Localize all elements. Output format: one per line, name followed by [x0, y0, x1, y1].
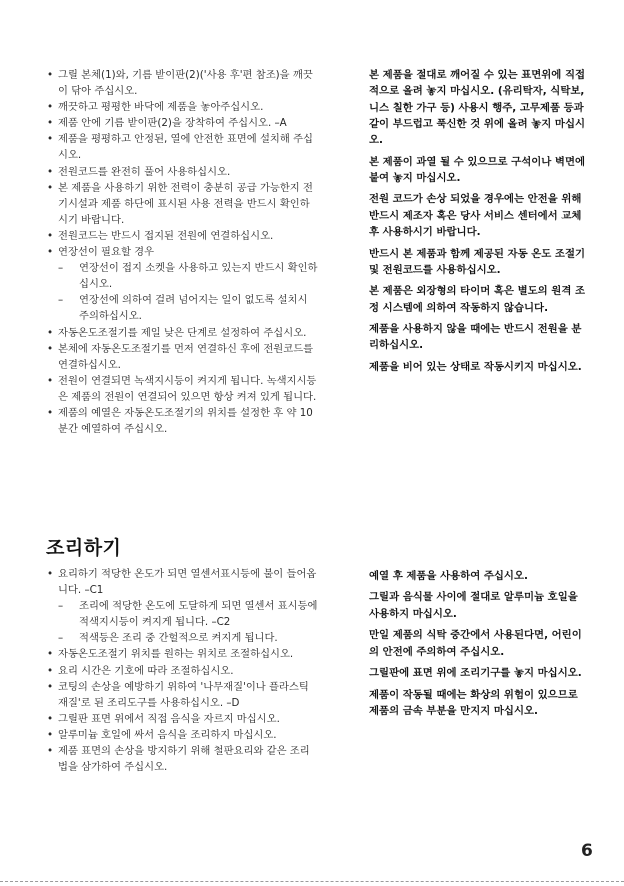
warning-paragraph: 제품이 작동될 때에는 화상의 위험이 있으므로 제품의 금속 부분을 만지지 마십시오.	[369, 688, 578, 717]
instruction-item: • 제품 안에 기름 받이판(2)을 장착하여 주십시오. –A	[46, 115, 318, 131]
instruction-item: • 그릴판 표면 위에서 직접 음식을 자르지 마십시오.	[46, 711, 318, 727]
instruction-item: • 전원이 연결되면 녹색지시등이 켜지게 됩니다. 녹색지시등은 제품의 전원이 연결되어 있으면 항상 켜져 있게 됩니다.	[46, 373, 318, 405]
warning-paragraph: 본 제품이 과열 될 수 있으므로 구석이나 벽면에 붙여 놓지 마십시오.	[369, 155, 586, 184]
warnings-right-bottom	[369, 568, 591, 724]
warning-paragraph: 제품을 사용하지 않을 때에는 반드시 전원을 분리하십시오.	[369, 323, 582, 352]
instruction-item: • 본체에 자동온도조절기를 먼저 연결하신 후에 전원코드를 연결하십시오.	[46, 341, 318, 373]
instruction-item: • 제품의 예열은 자동온도조절기의 위치를 설정한 후 약 10분간 예열하여 주십시오.	[46, 405, 318, 437]
warning-paragraph: 본 제품은 외장형의 타이머 혹은 별도의 원격 조정 시스템에 의하여 작동하지 않습니다.	[369, 285, 586, 314]
instructions-left-top	[46, 67, 318, 437]
instruction-item: • 코팅의 손상을 예방하기 위하여 '나무재질'이나 플라스틱 재질'로 된 조리도구를 사용하십시오. –D	[46, 679, 318, 711]
instruction-item: – 연장선에 의하여 걸려 넘어지는 일이 없도록 설치시 주의하십시오.	[46, 292, 318, 324]
warning-paragraph: 제품을 비어 있는 상태로 작동시키지 마십시오.	[369, 360, 582, 373]
warning-paragraph: 만일 제품의 식탁 중간에서 사용된다면, 어린이의 안전에 주의하여 주십시오.	[369, 629, 582, 658]
instruction-item: – 조리에 적당한 온도에 도달하게 되면 열센서 표시등에 적색지시등이 켜지게 됩니다. –C2	[46, 598, 318, 630]
page-number: 6	[581, 841, 593, 861]
instruction-item: • 그릴 본체(1)와, 기름 받이판(2)('사용 후'편 참조)을 깨끗이 닦아 주십시오.	[46, 67, 318, 99]
instruction-item: • 제품을 평평하고 안정된, 열에 안전한 표면에 설치해 주십시오.	[46, 131, 318, 163]
instructions-left-bottom	[46, 566, 318, 775]
warning-paragraph: 본 제품을 절대로 깨어질 수 있는 표면위에 직접적으로 올려 놓지 마십시오. (유리탁자, 식탁보, 니스 칠한 가구 등) 사용시 행주, 고무제품 등과 같이 부드럽고 푹신한 것 위에 올려 놓지 마십시오.	[369, 69, 586, 147]
instruction-item: • 자동온도조절기를 제일 낮은 단계로 설정하여 주십시오.	[46, 325, 318, 341]
instruction-item: – 연장선이 접지 소켓을 사용하고 있는지 반드시 확인하십시오.	[46, 260, 318, 292]
section-heading: 조리하기	[46, 537, 122, 559]
instruction-item: • 요리 시간은 기호에 따라 조절하십시오.	[46, 663, 318, 679]
warning-paragraph: 전원 코드가 손상 되었을 경우에는 안전을 위해 반드시 제조자 혹은 당사 서비스 센터에서 교체 후 사용하시기 바랍니다.	[369, 193, 582, 239]
instruction-item: • 연장선이 필요할 경우	[46, 244, 318, 260]
instruction-item: • 본 제품을 사용하기 위한 전력이 충분히 공급 가능한지 전기시설과 제품 하단에 표시된 사용 전력을 반드시 확인하시기 바랍니다.	[46, 180, 318, 228]
instruction-item: • 전원코드는 반드시 접지된 전원에 연결하십시오.	[46, 228, 318, 244]
warning-paragraph: 반드시 본 제품과 함께 제공된 자동 온도 조절기 및 전원코드를 사용하십시오.	[369, 247, 586, 276]
warning-paragraph: 예열 후 제품을 사용하여 주십시오.	[369, 570, 528, 582]
warning-paragraph: 그릴과 음식물 사이에 절대로 알루미늄 호일을 사용하지 마십시오.	[369, 591, 578, 620]
instruction-item: – 적색등은 조리 중 간헐적으로 켜지게 됩니다.	[46, 630, 318, 646]
instruction-item: • 제품 표면의 손상을 방지하기 위해 철판요리와 같은 조리법을 삼가하여 주십시오.	[46, 743, 318, 775]
footer-divider	[0, 881, 624, 882]
instruction-item: • 알루미늄 호일에 싸서 음식을 조리하지 마십시오.	[46, 727, 318, 743]
instruction-item: • 요리하기 적당한 온도가 되면 열센서표시등에 불이 들어옵니다. –C1	[46, 566, 318, 598]
instruction-item: • 전원코드를 완전히 풀어 사용하십시오.	[46, 164, 318, 180]
warning-paragraph: 그릴판에 표면 위에 조리기구를 놓지 마십시오.	[369, 667, 582, 680]
instruction-item: • 자동온도조절기 위치를 원하는 위치로 조절하십시오.	[46, 646, 318, 662]
warnings-right-top	[369, 67, 591, 380]
instruction-item: • 깨끗하고 평평한 바닥에 제품을 놓아주십시오.	[46, 99, 318, 115]
